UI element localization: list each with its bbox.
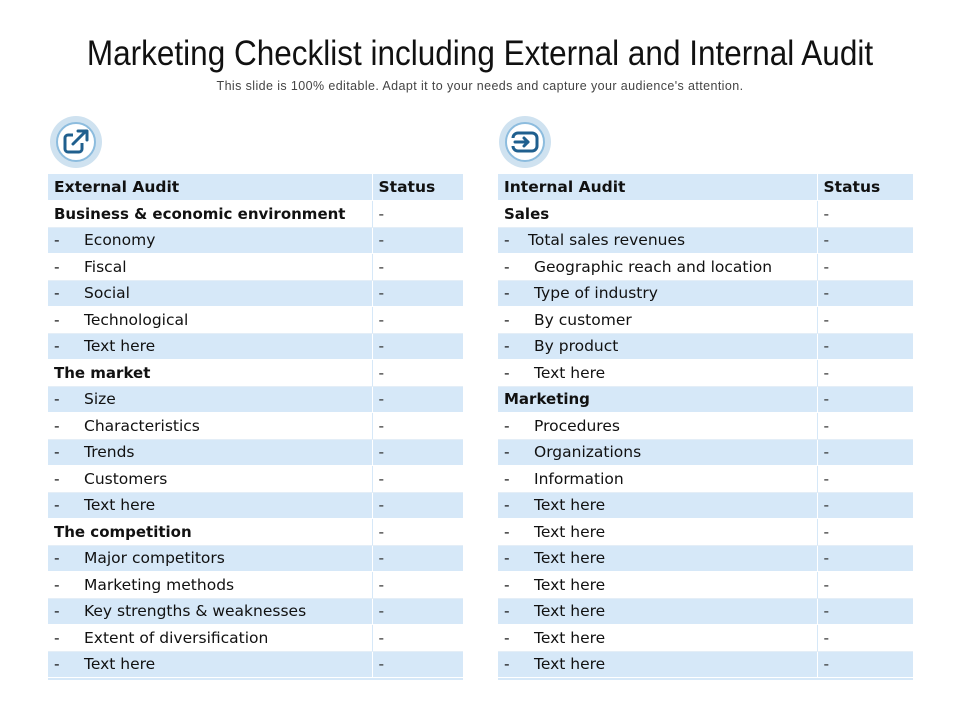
item-label-cell (48, 386, 372, 413)
bullet-dash: - (54, 628, 60, 647)
bullet-dash: - (54, 496, 60, 515)
item-label-cell (498, 360, 817, 387)
internal-audit-badge (499, 116, 551, 168)
status-cell: - (372, 254, 463, 281)
row-label: Type of industry (534, 284, 658, 303)
item-label-cell (48, 227, 372, 254)
bullet-dash: - (54, 390, 60, 409)
item-label-cell (498, 598, 817, 625)
item-label-cell (48, 413, 372, 440)
status-cell: - (817, 307, 913, 334)
item-label-cell (48, 333, 372, 360)
status-cell: - (372, 439, 463, 466)
item-label-cell (498, 466, 817, 493)
item-label-cell (48, 572, 372, 599)
group-label-cell (498, 386, 817, 413)
row-label: Key strengths & weaknesses (84, 602, 307, 621)
bullet-dash: - (54, 231, 60, 250)
row-label: Trends (84, 443, 135, 462)
status-cell: - (372, 360, 463, 387)
table-row (498, 360, 913, 387)
row-label: Social (84, 284, 130, 303)
row-label: Text here (84, 655, 156, 674)
bullet-dash: - (504, 443, 510, 462)
status-cell: - (372, 386, 463, 413)
status-cell: - (372, 227, 463, 254)
row-label: Text here (534, 496, 606, 515)
row-label: Text here (534, 628, 606, 647)
internal-audit-header: Internal Audit (498, 174, 817, 201)
row-label: Size (84, 390, 116, 409)
item-label-cell (48, 254, 372, 281)
table-row (48, 598, 463, 625)
group-label-cell (48, 201, 372, 228)
row-label: Text here (534, 602, 606, 621)
item-label-cell (498, 254, 817, 281)
item-label-cell (498, 413, 817, 440)
table-row (48, 572, 463, 599)
external-audit-rows (48, 201, 463, 678)
bullet-dash: - (54, 310, 60, 329)
status-cell: - (372, 413, 463, 440)
row-label: By customer (534, 310, 632, 329)
status-cell: - (817, 333, 913, 360)
status-cell: - (817, 280, 913, 307)
status-cell: - (372, 545, 463, 572)
status-cell: - (817, 651, 913, 678)
bullet-dash: - (504, 231, 510, 250)
bullet-dash: - (504, 337, 510, 356)
bullet-dash: - (54, 549, 60, 568)
status-cell: - (817, 386, 913, 413)
table-row (498, 254, 913, 281)
table-row (48, 439, 463, 466)
bullet-dash: - (504, 310, 510, 329)
row-label: Characteristics (84, 416, 200, 435)
bullet-dash: - (504, 469, 510, 488)
item-label-cell (48, 307, 372, 334)
row-label: Text here (534, 522, 606, 541)
status-cell: - (817, 466, 913, 493)
status-cell: - (817, 598, 913, 625)
table-row (498, 598, 913, 625)
bullet-dash: - (54, 655, 60, 674)
internal-audit-rows (498, 201, 913, 678)
table-row (48, 651, 463, 678)
status-cell: - (372, 492, 463, 519)
item-label-cell (48, 545, 372, 572)
row-label: By product (534, 337, 619, 356)
status-cell: - (372, 519, 463, 546)
table-row (48, 625, 463, 652)
item-label-cell (498, 333, 817, 360)
external-audit-badge (50, 116, 102, 168)
table-row (498, 492, 913, 519)
external-link-icon (60, 126, 92, 158)
bullet-dash: - (54, 337, 60, 356)
row-label: The market (54, 363, 151, 382)
table-group-row (498, 201, 913, 228)
row-label: Text here (84, 496, 156, 515)
item-label-cell (498, 545, 817, 572)
row-label: Major competitors (84, 549, 225, 568)
table-row (48, 307, 463, 334)
bullet-dash: - (504, 363, 510, 382)
table-row (498, 439, 913, 466)
status-header: Status (817, 174, 913, 201)
sign-in-icon (509, 126, 541, 158)
item-label-cell (498, 280, 817, 307)
bullet-dash: - (54, 416, 60, 435)
bullet-dash: - (504, 284, 510, 303)
bullet-dash: - (504, 602, 510, 621)
row-label: Business & economic environment (54, 204, 346, 223)
status-cell: - (372, 201, 463, 228)
table-row (48, 545, 463, 572)
status-cell: - (372, 625, 463, 652)
table-row (498, 333, 913, 360)
bullet-dash: - (504, 575, 510, 594)
item-label-cell (48, 625, 372, 652)
row-label: Marketing methods (84, 575, 235, 594)
table-row (498, 413, 913, 440)
item-label-cell (48, 439, 372, 466)
bullet-dash: - (54, 469, 60, 488)
row-label: Text here (84, 337, 156, 356)
status-cell: - (817, 519, 913, 546)
status-cell: - (372, 651, 463, 678)
item-label-cell (498, 439, 817, 466)
external-audit-header: External Audit (48, 174, 372, 201)
table-row (48, 333, 463, 360)
bullet-dash: - (504, 549, 510, 568)
item-label-cell (498, 572, 817, 599)
status-cell: - (372, 572, 463, 599)
bullet-dash: - (504, 655, 510, 674)
status-cell: - (372, 307, 463, 334)
row-label: Total sales revenues (528, 231, 686, 250)
table-bottom-rule (48, 678, 463, 680)
status-cell: - (372, 333, 463, 360)
table-row (498, 519, 913, 546)
status-cell: - (817, 254, 913, 281)
row-label: Information (534, 469, 624, 488)
table-row (48, 280, 463, 307)
status-cell: - (817, 360, 913, 387)
status-cell: - (817, 201, 913, 228)
row-label: Fiscal (84, 257, 127, 276)
item-label-cell (498, 519, 817, 546)
table-row (498, 651, 913, 678)
status-cell: - (372, 280, 463, 307)
row-label: Text here (534, 575, 606, 594)
row-label: Text here (534, 549, 606, 568)
bullet-dash: - (54, 575, 60, 594)
bullet-dash: - (54, 602, 60, 621)
bullet-dash: - (504, 496, 510, 515)
row-label: Text here (534, 655, 606, 674)
bullet-dash: - (504, 416, 510, 435)
status-cell: - (372, 466, 463, 493)
table-row (48, 386, 463, 413)
external-audit-table (48, 174, 463, 678)
page-title: Marketing Checklist including External and Internal Audit (86, 34, 874, 73)
table-row (498, 307, 913, 334)
row-label: Organizations (534, 443, 642, 462)
status-cell: - (817, 413, 913, 440)
bullet-dash: - (504, 628, 510, 647)
item-label-cell (498, 625, 817, 652)
item-label-cell (498, 651, 817, 678)
internal-audit-table (498, 174, 913, 678)
status-cell: - (817, 227, 913, 254)
table-row (48, 492, 463, 519)
group-label-cell (48, 519, 372, 546)
row-label: Procedures (534, 416, 620, 435)
row-label: Extent of diversification (84, 628, 269, 647)
table-row (48, 227, 463, 254)
table-group-row (48, 201, 463, 228)
row-label: Customers (84, 469, 168, 488)
status-header: Status (372, 174, 463, 201)
row-label: Economy (84, 231, 156, 250)
item-label-cell (48, 598, 372, 625)
bullet-dash: - (54, 284, 60, 303)
item-label-cell (498, 307, 817, 334)
row-label: Marketing (504, 390, 590, 409)
table-group-row (48, 519, 463, 546)
table-bottom-rule (498, 678, 913, 680)
row-label: Geographic reach and location (534, 257, 773, 276)
status-cell: - (817, 439, 913, 466)
item-label-cell (498, 492, 817, 519)
item-label-cell (48, 280, 372, 307)
row-label: The competition (54, 522, 192, 541)
bullet-dash: - (54, 443, 60, 462)
status-cell: - (817, 545, 913, 572)
table-row (498, 572, 913, 599)
group-label-cell (48, 360, 372, 387)
status-cell: - (817, 625, 913, 652)
bullet-dash: - (504, 522, 510, 541)
table-row (48, 413, 463, 440)
table-group-row (48, 360, 463, 387)
item-label-cell (48, 492, 372, 519)
table-row (498, 280, 913, 307)
status-cell: - (817, 492, 913, 519)
item-label-cell (48, 651, 372, 678)
table-row (498, 466, 913, 493)
bullet-dash: - (504, 257, 510, 276)
table-row (498, 545, 913, 572)
row-label: Sales (504, 204, 550, 223)
status-cell: - (372, 598, 463, 625)
table-row (498, 625, 913, 652)
item-label-cell (498, 227, 817, 254)
table-row (498, 227, 913, 254)
group-label-cell (498, 201, 817, 228)
row-label: Text here (534, 363, 606, 382)
table-row (48, 466, 463, 493)
page-subtitle: This slide is 100% editable. Adapt it to your needs and capture your audience's attention. (216, 79, 744, 93)
bullet-dash: - (54, 257, 60, 276)
item-label-cell (48, 466, 372, 493)
row-label: Technological (84, 310, 189, 329)
status-cell: - (817, 572, 913, 599)
table-group-row (498, 386, 913, 413)
table-row (48, 254, 463, 281)
